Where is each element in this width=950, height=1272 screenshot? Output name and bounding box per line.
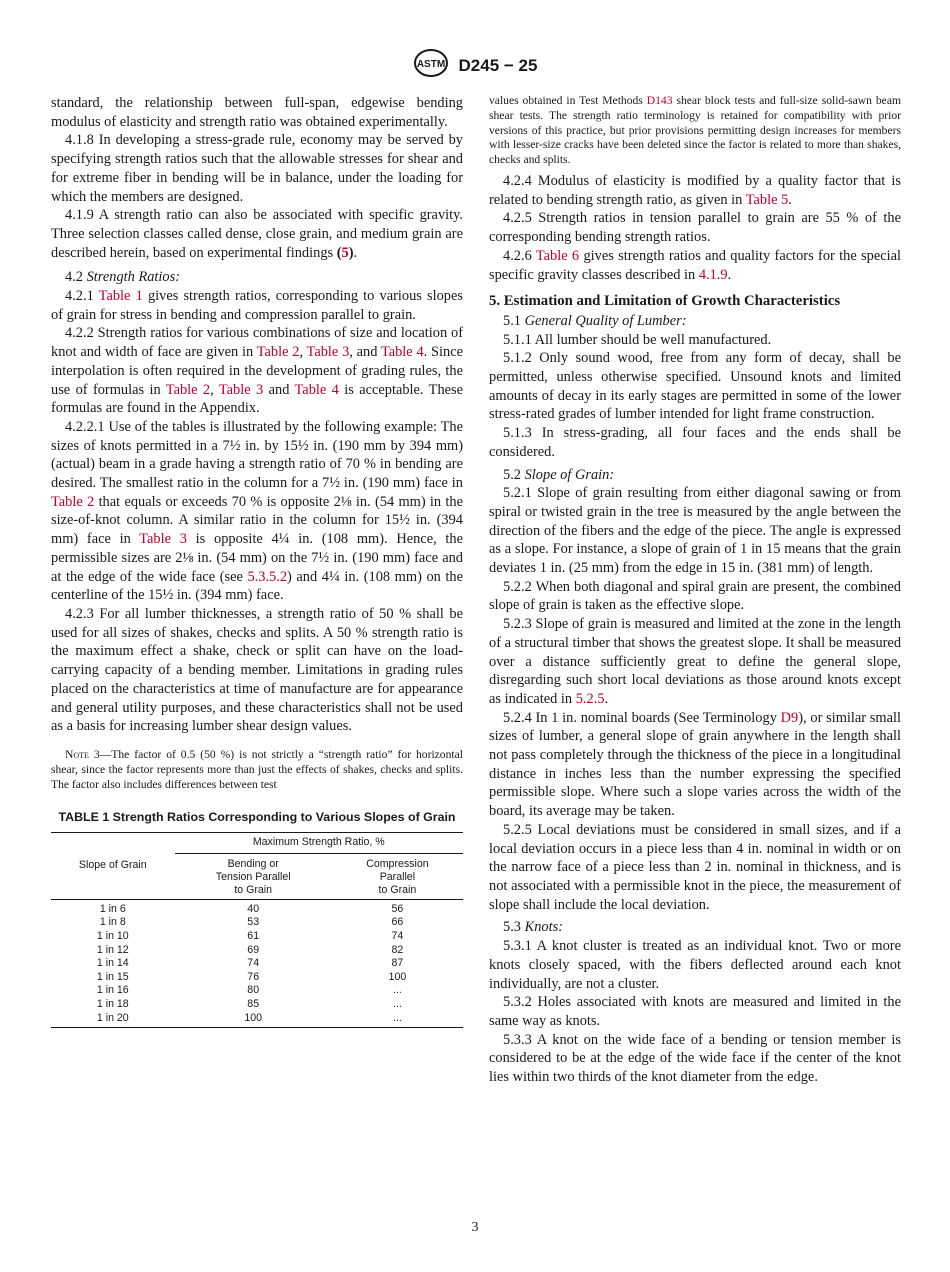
section-number: 4.2.1 [65,288,94,305]
paragraph-4-1-9: 4.1.9 A strength ratio can also be associated with specific gravity. Three selection classes called dense, close grain, and medium grain are described herein, based on experimental findings (5). [51,207,463,261]
cell-compression: ... [332,1012,463,1028]
paragraph-text: and [268,381,290,398]
header-line: Tension Parallel [215,870,291,883]
column-header-slope: Slope of Grain [51,832,175,899]
note-3-continued [489,94,901,168]
cell-slope: 1 in 10 [96,929,129,942]
cell-slope: 1 in 15 [96,970,129,983]
astm-logo-icon [413,48,449,83]
table-row [51,984,463,998]
paragraph-4-2-4: 4.2.4 Modulus of elasticity is modified by a quality factor that is related to bending strength ratio, as given in Table 5. [489,172,901,208]
paragraph-text: 4.2.2 Strength ratios for various combinations of size and location of knot and width of face are given in [51,325,463,361]
paragraph-4-1-8: 4.1.8 In developing a stress-grade rule, economy may be served by specifying strength ratios such that the allowable stresses for shear and for extreme fiber in bending will be in balance, under the loading for which the members are designed. [51,132,463,205]
section-title: Strength Ratios: [86,269,181,286]
section-title: Knots: [524,919,563,936]
header-line: Bending or [227,857,279,870]
note-label: Note 3 [65,747,100,761]
cell-bending: 80 [247,984,260,997]
table-row [51,971,463,985]
cell-bending: 61 [247,929,260,942]
page-number: 3 [471,1220,479,1235]
paragraph-text: 4.2.2.1 Use of the tables is illustrated by the following example: The sizes of knots permitted in a 7½ in. by 15½ in. (190 mm by 394 mm) (actual) beam in a grade having a strength ratio of 70 % in bending are desired. The smallest ratio in the column for a 7½ in. (190 mm) face in [51,418,463,492]
paragraph: standard, the relationship between full-span, edgewise bending modulus of elasticity and strength ratio was obtained experimentally. [51,95,463,130]
cell-compression: 56 [391,902,404,915]
note-text: —The factor of 0.5 (50 %) is not strictly a “strength ratio” for horizontal shear, since the factor represents more than just the effects of shakes, checks and splits. The factor also includes differences between test [51,747,463,791]
paragraph-5-2-5: 5.2.5 Local deviations must be considered in small sizes, and if a local deviation occurs in a piece less than 4 in. nominal in width or on the narrow face of a piece less than 2 in. nominal in thickness, and is not associated with a permissible knot in the piece, the measurement of slope shall include the local deviation. [489,821,901,913]
section-number: 5.1 [503,312,521,329]
logo-text: ASTM [416,59,445,70]
paragraph-text: is opposite 4¼ in. (108 mm). Hence, the permissible sizes are 2⅛ in. (54 mm) on the 7½ in. (190 mm) face and at the edge of the wide face (see [51,531,463,585]
table-row [51,998,463,1012]
paragraph-4-2-2-1 [51,418,463,605]
table-row [51,930,463,944]
cell-compression: 66 [391,916,404,929]
table-2-link[interactable]: Table 2 [256,344,300,361]
section-number: 4.2 [65,269,83,286]
cell-bending: 100 [175,1012,332,1028]
table-row [51,944,463,958]
cell-slope: 1 in 16 [96,984,129,997]
cell-bending: 40 [247,902,260,915]
standard-designation: D245 − 25 [458,55,538,75]
paragraph-5-3-3: 5.3.3 A knot on the wide face of a bending or tension member is considered to be at the edge of the wide face if the center of the knot lies within two thirds of the knot diameter from the edge. [489,1031,901,1086]
cell-slope: 1 in 8 [99,916,126,929]
subsection-heading-5-2 [489,466,901,485]
table-5-link[interactable]: Table 5 [745,191,789,208]
paragraph-text: , and [349,344,378,361]
paragraph-text: 5.2.3 Slope of grain is measured and limited at the zone in the length of a structural timber that shows the greatest slope. It shall be measured over a distance sufficiently great to define the general slope, disregarding such short local deviations as those around knots except as indicated in [489,616,902,707]
table-2-link[interactable]: Table 2 [51,493,95,510]
header-line: Compression [366,857,429,870]
page-header [0,48,950,83]
section-title: General Quality of Lumber: [524,312,687,329]
paragraph-5-2-1: 5.2.1 Slope of grain resulting from either diagonal sawing or from spiral or twisted grain in the tree is measured by the angle between the direction of the fibers and the edge of the piece. The angle is expressed as a slope. For instance, a slope of grain of 1 in 15 means that the grain deviates 1 in. (25 mm) from the edge in 15 in. (381 mm) of length. [489,485,901,577]
cell-slope: 1 in 6 [99,902,126,915]
cell-slope: 1 in 20 [51,1012,175,1028]
d9-link[interactable]: D9 [780,709,799,726]
cell-bending: 74 [247,957,260,970]
paragraph-4-2-3: 4.2.3 For all lumber thicknesses, a strength ratio of 50 % shall be used for all sizes of shakes, checks and splits. A 50 % strength ratio is the maximum effect a shake, check or split can have on the load-carrying capacity of a bending member. Limitations in grading rules placed on the characteristics at time of manufacture are for appearance and general utility purposes, and these characteristics shall not be used as a basis for increasing lumber shear design values. [51,605,463,735]
paragraph-5-3-1: 5.3.1 A knot cluster is treated as an individual knot. Two or more knots closely spaced, with the fibers deflected around each knot individually, are not a cluster. [489,938,901,992]
section-5-3-5-2-link[interactable]: 5.3.5.2 [247,568,288,585]
section-4-1-9-link[interactable]: 4.1.9 [698,266,728,283]
section-title: Slope of Grain: [524,466,615,483]
table-1 [51,832,463,1028]
cell-compression: 100 [388,970,407,983]
paragraph-5-2-2: 5.2.2 When both diagonal and spiral grain are present, the combined slope of grain is taken as the effective slope. [489,578,901,614]
column-header-compression [332,853,463,899]
table-2-link[interactable]: Table 2 [165,381,211,398]
paragraph-5-1-3: 5.1.3 In stress-grading, all four faces and the ends shall be considered. [489,425,901,460]
table-row [51,957,463,971]
section-number: 5.2 [503,466,521,483]
table-3-link[interactable]: Table 3 [139,531,187,548]
table-row [51,899,463,916]
paragraph-text: that equals or exceeds 70 % is opposite 2⅛ in. (54 mm) in the size-of-knot column. A similar ratio in the column for 15½ in. (394 mm) face in [51,493,463,548]
paragraph-text: 4.2.4 Modulus of elasticity is modified by a quality factor that is related to bending strength ratio, as given in [489,172,901,208]
section-5-2-5-link[interactable]: 5.2.5 [575,690,605,707]
d143-link[interactable]: D143 [646,94,673,107]
table-6-link[interactable]: Table 6 [535,247,580,264]
paragraph-4-2-6: 4.2.6 Table 6 gives strength ratios and quality factors for the special specific gravity classes described in 4.1.9. [489,247,901,283]
cell-compression: ... [392,997,402,1010]
section-number: 4.2.6 [503,247,532,264]
subsection-heading-5-1 [489,312,901,331]
cell-bending: 69 [247,943,260,956]
subsection-heading-5-3 [489,918,901,937]
cell-bending: 85 [247,997,260,1010]
paragraph-text: . Since interpolation is often required in the development of grading rules, the use of formulas in [51,344,463,398]
paragraph-text: gives strength ratios and quality factors for the special specific gravity classes described in [489,247,901,283]
header-line: to Grain [378,883,417,896]
table-3-link[interactable]: Table 3 [218,381,264,398]
paragraph-4-2-5: 4.2.5 Strength ratios in tension parallel to grain are 55 % of the corresponding bending strength ratios. [489,210,901,246]
paragraph-4-2-2: 4.2.2 Strength ratios for various combinations of size and location of knot and width of face are given in Table 2, Table 3, and Table 4. Since interpolation is often required in the development of grading rules, the use of formulas in Table 2, Table 3 and Table 4 is acceptable. These formulas are found in the Appendix. [51,325,464,417]
paragraph-5-2-3: 5.2.3 Slope of grain is measured and limited at the zone in the length of a structural timber that shows the greatest slope. It shall be measured over a distance sufficiently great to define the general slope, disregarding such short local deviations as those around knots except as indicated in 5.2.5. [489,616,902,707]
subsection-heading-4-2 [51,268,463,287]
section-number: 5.3 [503,919,521,936]
table-4-link[interactable]: Table 4 [380,344,424,361]
paragraph-text: 5.2.4 In 1 in. nominal boards (See Terminology [503,709,777,726]
paragraph-text: ), or similar small sizes of lumber, a general slope of grain anywhere in the length shall not pass completely through the thickness of the piece in a longitudinal distance in inches less than the number expressing the specified permissible slope. Where such a slope varies across the width of the board, its average may be taken. [489,709,901,820]
cell-bending: 53 [247,916,260,929]
paragraph-5-2-4 [489,709,901,821]
table-row [51,916,463,930]
paragraph-text: is acceptable. These formulas are found in the Appendix. [51,381,464,417]
cell-slope: 1 in 18 [96,997,129,1010]
paragraph-text: ) and 4¼ in. (108 mm) on the centerline of the 15½ in. (394 mm) face. [51,568,463,604]
cell-compression: 82 [391,943,404,956]
right-column [489,94,901,1087]
header-line: to Grain [234,883,273,896]
header-line: Parallel [379,870,416,883]
paragraph-5-3-2: 5.3.2 Holes associated with knots are measured and limited in the same way as knots. [489,994,901,1029]
left-column [51,94,463,1028]
note-text: shear block tests and full-size solid-sawn beam shear tests. The strength ratio terminology is retained for compatibility with prior versions of this practice, but prior provisions permitting design increases for members with lesser-size cracks have been deleted since the factor is related to more than shakes, checks and splits. [489,94,901,167]
cell-compression: 74 [391,929,404,942]
paragraph-5-1-1: 5.1.1 All lumber should be well manufactured. [503,331,772,348]
cell-slope: 1 in 12 [96,943,129,956]
table-4-link[interactable]: Table 4 [294,381,339,398]
cell-compression: 87 [391,957,404,970]
paragraph-text: gives strength ratios, corresponding to various slopes of grain for stress in bending and compression parallel to grain. [51,288,463,323]
cell-slope: 1 in 14 [96,957,129,970]
paragraph-text: 4.1.9 A strength ratio can also be associated with specific gravity. Three selection classes called dense, close grain, and medium grain are described herein, based on experimental findings [51,207,463,261]
note-3 [51,748,463,792]
cell-compression: ... [392,984,402,997]
paragraph-5-1-2: 5.1.2 Only sound wood, free from any form of decay, shall be permitted, unless otherwise specified. Unsound knots and limited amounts of decay in its early stages are permitted in some of the lower stress-rated grades of lumber intended for light frame construction. [489,350,901,423]
paragraph-4-2-1 [51,287,463,324]
section-5-heading: 5. Estimation and Limitation of Growth Characteristics [489,293,841,310]
reference-link[interactable]: 5 [341,244,349,261]
note-text: values obtained in Test Methods [489,94,643,107]
table-1-link[interactable]: Table 1 [98,288,143,305]
column-group-header: Maximum Strength Ratio, % [175,832,463,853]
table-row [51,1012,463,1028]
table-1-caption: TABLE 1 Strength Ratios Corresponding to Various Slopes of Grain [58,810,456,825]
table-3-link[interactable]: Table 3 [306,344,350,361]
cell-bending: 76 [247,970,260,983]
column-header-bending [175,853,332,899]
